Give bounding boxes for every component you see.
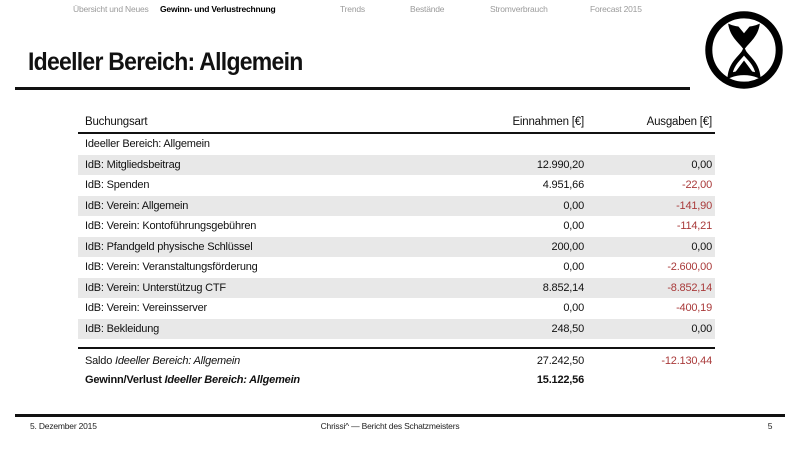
cell-buchungsart: IdB: Pfandgeld physische Schlüssel bbox=[85, 240, 253, 253]
cell-buchungsart: IdB: Spenden bbox=[85, 179, 150, 191]
cell-ausgaben bbox=[584, 371, 715, 390]
table-row bbox=[78, 237, 715, 258]
footer-divider bbox=[15, 414, 785, 417]
cell-ausgaben: -400,19 bbox=[676, 302, 712, 314]
table-row bbox=[78, 216, 715, 237]
cell-ausgaben: 0,00 bbox=[691, 322, 712, 335]
cell-summary-label: Gewinn/Verlust Ideeller Bereich: Allgemein bbox=[85, 374, 300, 386]
cell-buchungsart: IdB: Bekleidung bbox=[85, 322, 160, 335]
table-row bbox=[78, 319, 715, 340]
table-row bbox=[78, 298, 715, 319]
cell-einnahmen: 0,00 bbox=[563, 302, 584, 314]
column-header-buchungsart: Buchungsart bbox=[85, 116, 148, 128]
cell-einnahmen: 27.242,50 bbox=[536, 355, 584, 367]
table-summary bbox=[78, 347, 715, 390]
cell-buchungsart: IdB: Verein: Kontoführungsgebühren bbox=[85, 220, 257, 232]
nav-item[interactable]: Übersicht und Neues bbox=[73, 4, 149, 14]
cell-einnahmen bbox=[434, 134, 584, 155]
cell-buchungsart: IdB: Verein: Unterstützug CTF bbox=[85, 281, 226, 294]
cell-buchungsart: IdB: Verein: Veranstaltungsförderung bbox=[85, 261, 258, 273]
cell-ausgaben: -114,21 bbox=[676, 220, 712, 232]
section-nav bbox=[0, 0, 800, 20]
cell-einnahmen: 0,00 bbox=[563, 261, 584, 273]
cell-ausgaben: -12.130,44 bbox=[661, 355, 712, 367]
cell-einnahmen: 12.990,20 bbox=[536, 158, 584, 171]
footer-author-title: Chrissi^ — Bericht des Schatzmeisters bbox=[320, 421, 460, 431]
financial-table bbox=[78, 104, 715, 339]
table-row bbox=[78, 196, 715, 217]
column-header-einnahmen: Einnahmen [€] bbox=[512, 116, 584, 128]
table-body bbox=[78, 134, 715, 339]
cell-einnahmen: 0,00 bbox=[563, 220, 584, 232]
title-divider bbox=[15, 87, 690, 90]
cell-buchungsart: IdB: Verein: Allgemein bbox=[85, 199, 189, 212]
table-header bbox=[78, 104, 715, 134]
footer-date: 5. Dezember 2015 bbox=[30, 421, 97, 431]
cell-ausgaben: -141,90 bbox=[676, 199, 712, 212]
cell-einnahmen: 248,50 bbox=[551, 322, 584, 335]
cell-einnahmen: 200,00 bbox=[551, 240, 584, 253]
summary-row bbox=[78, 352, 715, 371]
table-row bbox=[78, 257, 715, 278]
cell-ausgaben: -2.600,00 bbox=[667, 261, 712, 273]
cell-einnahmen: 8.852,14 bbox=[542, 281, 584, 294]
hourglass-logo-icon bbox=[699, 6, 789, 94]
nav-item[interactable]: Gewinn- und Verlustrechnung bbox=[160, 4, 276, 14]
cell-buchungsart: IdB: Mitgliedsbeitrag bbox=[85, 158, 181, 171]
cell-buchungsart: Ideeller Bereich: Allgemein bbox=[85, 138, 210, 150]
cell-ausgaben bbox=[584, 134, 715, 155]
table-row bbox=[78, 155, 715, 176]
cell-einnahmen: 4.951,66 bbox=[542, 179, 584, 191]
summary-row bbox=[78, 371, 715, 390]
page-title: Ideeller Bereich: Allgemein bbox=[28, 48, 303, 76]
table-row bbox=[78, 134, 715, 155]
nav-item[interactable]: Trends bbox=[340, 4, 365, 14]
cell-einnahmen: 0,00 bbox=[563, 199, 584, 212]
column-header-ausgaben: Ausgaben [€] bbox=[646, 116, 712, 128]
cell-einnahmen: 15.122,56 bbox=[536, 374, 584, 386]
cell-ausgaben: 0,00 bbox=[691, 240, 712, 253]
cell-summary-label: Saldo Ideeller Bereich: Allgemein bbox=[85, 355, 241, 367]
cell-buchungsart: IdB: Verein: Vereinsserver bbox=[85, 302, 207, 314]
footer-page-number: 5 bbox=[767, 421, 773, 431]
cell-ausgaben: 0,00 bbox=[691, 158, 712, 171]
table-row bbox=[78, 175, 715, 196]
cell-ausgaben: -8.852,14 bbox=[667, 281, 712, 294]
nav-item[interactable]: Stromverbrauch bbox=[490, 4, 548, 14]
table-row bbox=[78, 278, 715, 299]
cell-ausgaben: -22,00 bbox=[682, 179, 712, 191]
nav-item[interactable]: Forecast 2015 bbox=[590, 4, 642, 14]
nav-item[interactable]: Bestände bbox=[410, 4, 445, 14]
